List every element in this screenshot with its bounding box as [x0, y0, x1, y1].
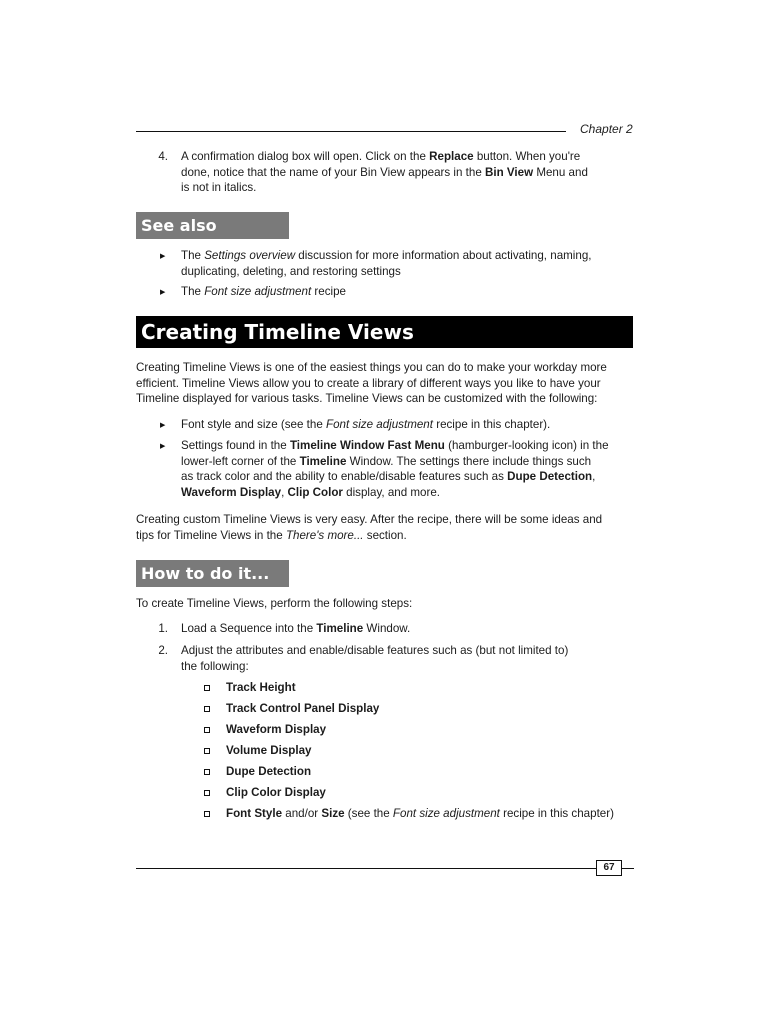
see-also-2-post: recipe: [311, 285, 346, 298]
settings-overview-ref: Settings overview: [204, 249, 296, 262]
last-t3: recipe in this chapter): [499, 807, 614, 820]
step-2-number: 2.: [158, 644, 168, 657]
see-also-1-line2: duplicating, deleting, and restoring settings: [181, 264, 401, 278]
bullet2-t8: display, and more.: [342, 485, 441, 499]
font-style-term: Font Style: [226, 807, 283, 820]
section-bullet-1: [181, 417, 636, 433]
last-t2: (see the: [344, 807, 393, 820]
bullet1-pre: Font style and size (see the: [181, 418, 326, 431]
how-to-intro: To create Timeline Views, perform the following steps:: [136, 597, 413, 610]
see-also-item-1: [181, 248, 636, 279]
bullet2-t3: lower-left corner of the: [181, 454, 300, 468]
section-bullet-2: [181, 438, 636, 500]
bullet2-t5: as track color and the ability to enable/disable features such as: [181, 470, 508, 483]
step-1-number: 1.: [158, 622, 168, 635]
see-also-heading: See also: [136, 212, 289, 239]
see-also-1-pre: The: [181, 249, 205, 262]
page-number: 67: [596, 860, 622, 876]
step-4-text: [181, 149, 636, 196]
outro-line-2-post: section.: [363, 528, 407, 542]
sub-item: [226, 701, 379, 717]
chapter-label: Chapter 2: [580, 122, 633, 136]
section-outro: [136, 512, 636, 543]
checkbox-bullet-icon: [204, 706, 210, 712]
checkbox-bullet-icon: [204, 769, 210, 775]
step-4-text-a: A confirmation dialog box will open. Click on the: [181, 150, 430, 163]
step-1-text: [181, 621, 636, 637]
intro-line-1: Creating Timeline Views is one of the easiest things you can do to make your workday more: [136, 361, 607, 374]
step-4-text-e: is not in italics.: [181, 181, 257, 194]
sub-item-label: Waveform Display: [226, 723, 327, 736]
checkbox-bullet-icon: [204, 727, 210, 733]
sub-item: [226, 764, 311, 780]
sub-item-label: Track Control Panel Display: [226, 702, 380, 715]
checkbox-bullet-icon: [204, 748, 210, 754]
checkbox-bullet-icon: [204, 790, 210, 796]
size-term: Size: [321, 807, 345, 820]
timeline-term: Timeline: [316, 622, 364, 635]
sub-item: [226, 785, 326, 801]
sub-item-label: Volume Display: [226, 744, 312, 757]
bullet2-b3: Dupe Detection: [507, 470, 593, 483]
bullet1-ref: Font size adjustment: [326, 418, 433, 431]
sub-item: [226, 722, 326, 738]
sub-item: [226, 743, 311, 759]
step-4-text-b: button. When you're: [473, 150, 581, 163]
bullet2-t4: Window. The settings there include things such: [346, 454, 592, 468]
sub-item-label: Track Height: [226, 681, 296, 694]
step-2-text: [181, 643, 636, 674]
bullet-arrow-icon: ▶: [160, 443, 166, 450]
outro-line-1: Creating custom Timeline Views is very easy. After the recipe, there will be some ideas and: [136, 513, 603, 526]
bullet2-t1: Settings found in the: [181, 439, 290, 452]
intro-line-2: efficient. Timeline Views allow you to create a library of different ways you like to have your: [136, 376, 601, 390]
font-size-adjustment-ref: Font size adjustment: [204, 285, 312, 298]
see-also-2-pre: The: [181, 285, 205, 298]
bullet2-b5: Clip Color: [287, 485, 343, 499]
bin-view-term: Bin View: [485, 165, 534, 179]
bullet2-b4: Waveform Display: [181, 485, 282, 499]
section-intro: [136, 360, 636, 407]
bullet-arrow-icon: ▶: [160, 422, 166, 429]
step-4-number: 4.: [158, 150, 168, 163]
section-heading: Creating Timeline Views: [136, 316, 633, 348]
see-also-item-2: [181, 284, 636, 300]
last-t1: and/or: [282, 807, 322, 820]
last-ref: Font size adjustment: [392, 807, 500, 820]
checkbox-bullet-icon: [204, 685, 210, 691]
bullet-arrow-icon: ▶: [160, 253, 166, 260]
sub-item-label: Clip Color Display: [226, 786, 326, 799]
bullet2-b1: Timeline Window Fast Menu: [289, 439, 445, 452]
bullet2-t2: (hamburger-looking icon) in the: [444, 439, 609, 452]
replace-term: Replace: [429, 150, 474, 163]
bullet1-post: recipe in this chapter).: [432, 418, 551, 431]
step-2-line-2: the following:: [181, 659, 249, 673]
bullet-arrow-icon: ▶: [160, 289, 166, 296]
intro-line-3: Timeline displayed for various tasks. Timeline Views can be customized with the following:: [136, 392, 598, 405]
bullet2-t7: ,: [281, 485, 288, 499]
step-1-post: Window.: [363, 622, 411, 635]
step-4-text-d: Menu and: [533, 165, 588, 179]
step-1-pre: Load a Sequence into the: [181, 622, 317, 635]
step-2-line-1: Adjust the attributes and enable/disable features such as (but not limited to): [181, 644, 569, 657]
checkbox-bullet-icon: [204, 811, 210, 817]
sub-item: [226, 806, 614, 822]
footer-rule: [136, 868, 634, 869]
see-also-1-post: discussion for more information about activating, naming,: [295, 249, 592, 262]
sub-item-label: Dupe Detection: [226, 765, 312, 778]
bullet2-t6: ,: [592, 470, 596, 483]
sub-item: [226, 680, 296, 696]
step-4-text-c: done, notice that the name of your Bin View appears in the: [181, 165, 485, 179]
theres-more-ref: There's more...: [285, 528, 364, 542]
how-to-heading: How to do it...: [136, 560, 289, 587]
header-rule: [136, 131, 566, 132]
bullet2-b2: Timeline: [299, 454, 347, 468]
outro-line-2-pre: tips for Timeline Views in the: [136, 528, 286, 542]
